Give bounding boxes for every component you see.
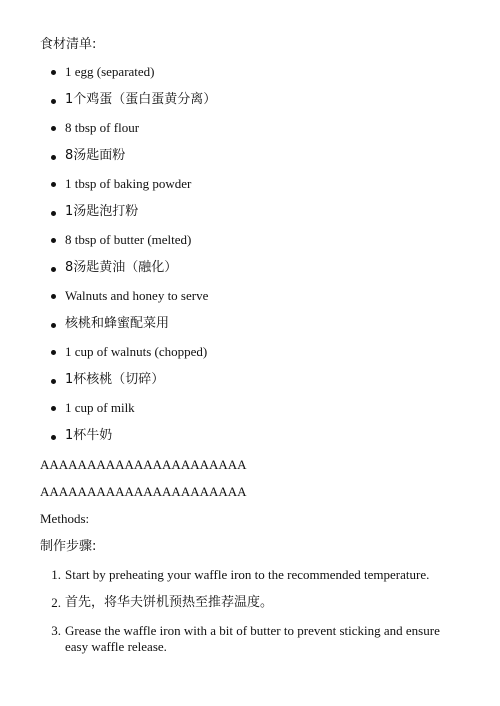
step-number: 2.	[51, 595, 61, 610]
list-item-text: 1个鸡蛋（蛋白蛋黄分离）	[65, 92, 217, 107]
list-item-text: 核桃和蜂蜜配菜用	[65, 316, 170, 331]
step-number: 1.	[51, 567, 61, 582]
methods-label: Methods:	[40, 511, 90, 526]
list-item-text: 1杯牛奶	[65, 428, 113, 443]
bullet-icon	[51, 238, 56, 243]
bullet-icon	[51, 211, 56, 216]
list-item-text: 1杯核桃（切碎）	[65, 372, 165, 387]
bullet-icon	[51, 182, 56, 187]
step-text: Grease the waffle iron with a bit of butter to prevent sticking and ensure easy waffle release.	[65, 623, 440, 654]
ingredients-heading: 食材清单:	[40, 37, 97, 52]
step-text: Start by preheating your waffle iron to the recommended temperature.	[65, 567, 430, 582]
bullet-icon	[51, 267, 56, 272]
list-item-text: 8汤匙黄油（融化）	[65, 260, 178, 275]
bullet-icon	[51, 99, 56, 104]
bullet-icon	[51, 294, 56, 299]
list-item-text: 1汤匙泡打粉	[65, 204, 139, 219]
bullet-icon	[51, 155, 56, 160]
bullet-icon	[51, 350, 56, 355]
list-item-text: 8汤匙面粉	[65, 148, 126, 163]
bullet-icon	[51, 70, 56, 75]
list-item-text: 1 egg (separated)	[65, 64, 155, 79]
step-number: 3.	[51, 623, 61, 638]
bullet-icon	[51, 406, 56, 411]
bullet-icon	[51, 379, 56, 384]
list-item-text: Walnuts and honey to serve	[65, 288, 209, 303]
list-item-text: 1 cup of walnuts (chopped)	[65, 344, 208, 359]
list-item-text: 8 tbsp of flour	[65, 120, 140, 135]
list-item-text: 8 tbsp of butter (melted)	[65, 232, 192, 247]
step-text: 首先，将华夫饼机预热至推荐温度。	[65, 595, 274, 610]
bullet-icon	[51, 126, 56, 131]
filler-line: AAAAAAAAAAAAAAAAAAAAAA	[40, 484, 247, 499]
bullet-icon	[51, 323, 56, 328]
list-item-text: 1 cup of milk	[65, 400, 135, 415]
list-item-text: 1 tbsp of baking powder	[65, 176, 192, 191]
filler-line: AAAAAAAAAAAAAAAAAAAAAA	[40, 457, 247, 472]
methods-heading: 制作步骤:	[40, 539, 97, 554]
bullet-icon	[51, 435, 56, 440]
